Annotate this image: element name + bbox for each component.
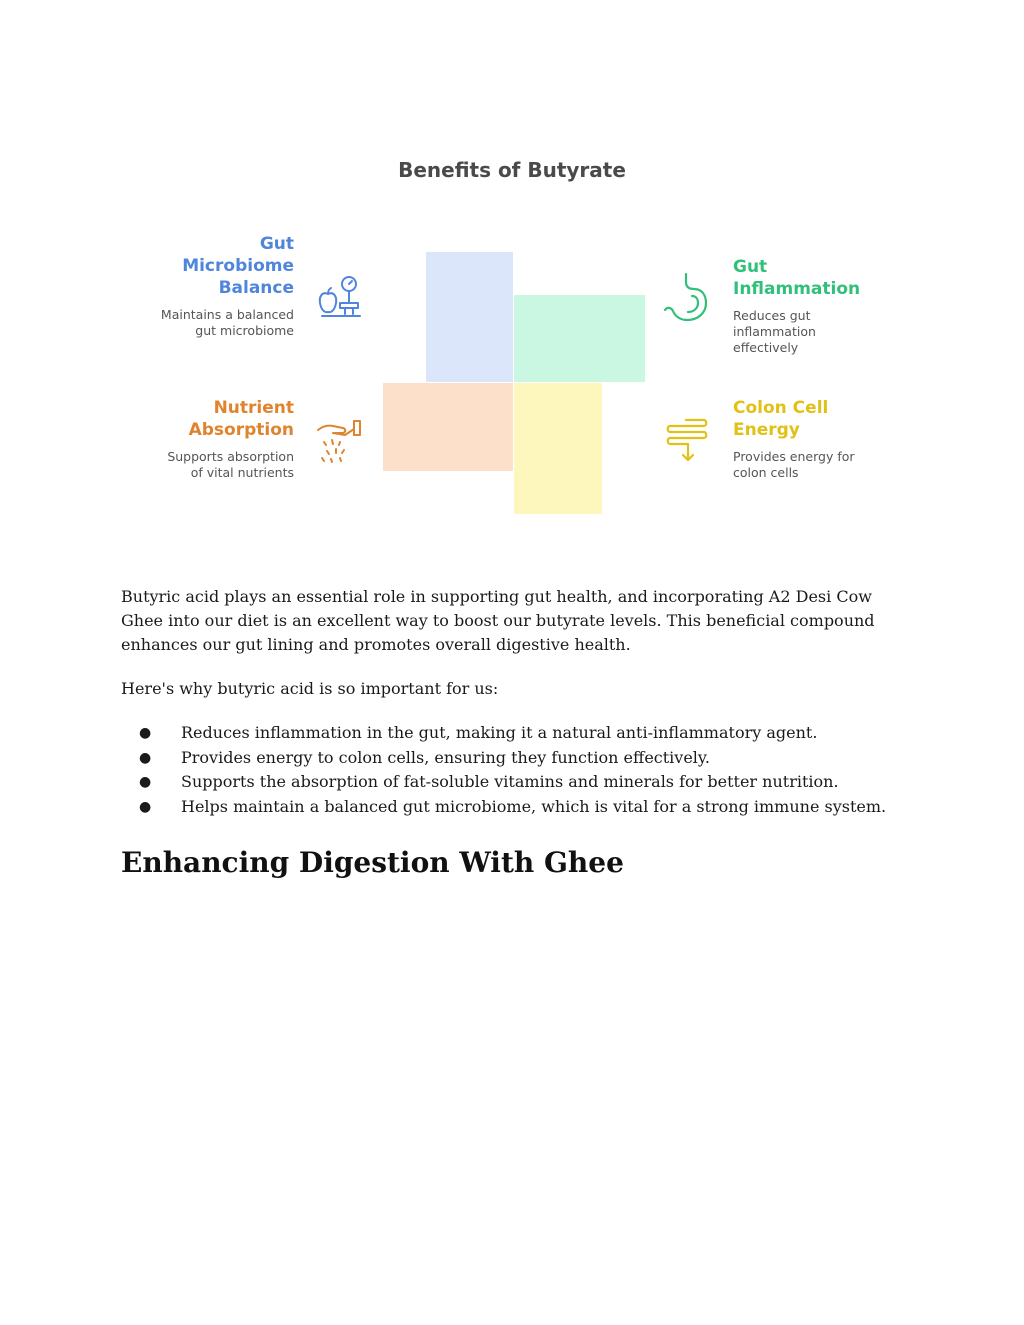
bullet-icon: ● [139, 725, 152, 741]
intro-paragraph: Butyric acid plays an essential role in supporting gut health, and incorporating A2 Desi Cow Ghee into our diet is an excellent way to boost our butyrate levels. This beneficial compound enhances our gut lining and promotes overall digestive health. [121, 587, 875, 654]
colon-cell-energy-description: Provides energy for colon cells [733, 449, 855, 480]
list-item: ● Helps maintain a balanced gut microbiome, which is vital for a strong immune system. [121, 795, 921, 820]
colon-cell-energy-heading: Colon Cell Energy [733, 398, 829, 440]
bullet-icon: ● [139, 749, 152, 766]
gut-microbiome-heading: Gut Microbiome Balance [182, 234, 294, 298]
list-item: ● Provides energy to colon cells, ensuring they function effectively. [121, 746, 921, 771]
orange-square [383, 383, 513, 471]
importance-paragraph: Here's why butyric acid is so important for us: [121, 679, 499, 698]
stomach-icon [664, 272, 712, 322]
gut-microbiome-description: Maintains a balanced gut microbiome [160, 307, 294, 338]
list-item: ● Supports the absorption of fat-soluble vitamins and minerals for better nutrition. [121, 770, 921, 795]
nutrient-absorption-block [114, 397, 294, 481]
bullet-icon: ● [139, 774, 152, 790]
apple-scale-icon [318, 272, 362, 322]
intestine-arrow-icon [664, 418, 710, 464]
nutrient-absorption-description: Supports absorption of vital nutrients [167, 449, 294, 480]
butyrate-infographic [0, 0, 1024, 560]
infographic-title: Benefits of Butyrate [398, 158, 626, 182]
section-heading: Enhancing Digestion With Ghee [121, 846, 624, 879]
gut-microbiome-block [114, 233, 294, 339]
nutrient-absorption-heading: Nutrient Absorption [188, 398, 294, 440]
green-square [514, 295, 645, 382]
benefits-list [121, 721, 921, 819]
gut-inflammation-heading: Gut Inflammation [733, 257, 861, 299]
yellow-square [514, 383, 602, 514]
hand-sprinkle-icon [316, 418, 364, 464]
gut-inflammation-description: Reduces gut inflammation effectively [733, 308, 816, 355]
colon-cell-energy-block [733, 397, 893, 481]
blue-square [426, 252, 513, 382]
bullet-icon: ● [139, 798, 152, 815]
list-item: ● Reduces inflammation in the gut, making it a natural anti-inflammatory agent. [121, 721, 921, 746]
gut-inflammation-block [733, 256, 893, 356]
